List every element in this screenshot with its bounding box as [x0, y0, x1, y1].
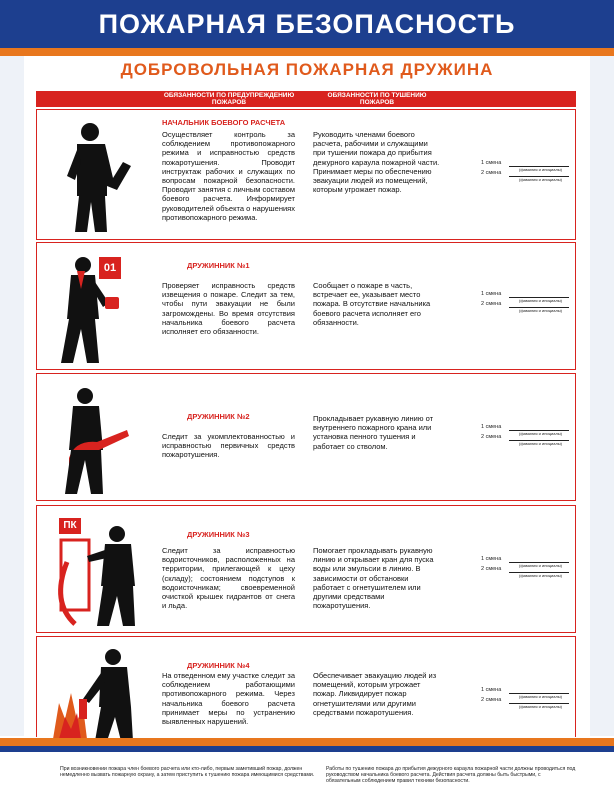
navy-footer-band	[0, 746, 614, 752]
shift-1-label: 1 смена	[481, 160, 502, 166]
shift-2-label: 2 смена	[481, 301, 502, 307]
role-card-firefighter-2	[36, 373, 576, 501]
role-title: ДРУЖИННИК №3	[187, 530, 250, 539]
footer-note-left: При возникновении пожара член боевого расчета или кто-либо, первым заметивший пожар, должен немедленно вызвать пожарную охрану, а затем приступить к тушению пожара имеющимися средствами.	[60, 766, 315, 779]
extinguishing-text: Обеспечивает эвакуацию людей из помещений, которым угрожает пожар. Ликвидирует пожар огнетушителями или другими средствами пожаротушения.	[313, 671, 437, 717]
shift-1-label: 1 смена	[481, 291, 502, 297]
signature-caption: (фамилия и инициалы)	[519, 563, 562, 568]
signature-caption: (фамилия и инициалы)	[519, 167, 562, 172]
role-title: ДРУЖИННИК №1	[187, 261, 250, 270]
orange-divider	[0, 48, 614, 56]
role-card-firefighter-4	[36, 636, 576, 737]
prevention-text: На отведенном ему участке следит за соблюдением работающими противопожарного режима. Через начальника боевого расчета принимает меры по устранению выявленных нарушений.	[162, 671, 295, 727]
page-subtitle: ДОБРОВОЛЬНАЯ ПОЖАРНАЯ ДРУЖИНА	[120, 60, 494, 79]
left-margin-band	[0, 56, 24, 736]
prevention-text: Проверяет исправность средств извещения о пожаре. Следит за тем, чтобы пути эвакуации не были загромождены. Во время отсутствия начальника боевого расчета исполняет его обязанности.	[162, 281, 295, 337]
title-bar	[0, 0, 614, 48]
alarm-operator-figure-icon	[47, 249, 147, 369]
hose-operator-figure-icon	[47, 380, 147, 500]
role-title: НАЧАЛЬНИК БОЕВОГО РАСЧЕТА	[162, 118, 286, 127]
shift-1-label: 1 смена	[481, 424, 502, 430]
signature-caption: (фамилия и инициалы)	[519, 573, 562, 578]
right-margin-band	[590, 56, 614, 736]
signature-caption: (фамилия и инициалы)	[519, 308, 562, 313]
shift-2-label: 2 смена	[481, 697, 502, 703]
shift-signature	[481, 556, 571, 576]
page-title: ПОЖАРНАЯ БЕЗОПАСНОСТЬ	[98, 9, 516, 39]
signature-caption: (фамилия и инициалы)	[519, 298, 562, 303]
shift-2-label: 2 смена	[481, 170, 502, 176]
shift-signature	[481, 160, 571, 180]
signature-caption: (фамилия и инициалы)	[519, 177, 562, 182]
signature-caption: (фамилия и инициалы)	[519, 694, 562, 699]
shift-1-label: 1 смена	[481, 687, 502, 693]
extinguishing-text: Руководить членами боевого расчета, рабочими и служащими при тушении пожара до прибытия дежурного караула пожарной части. Принимает меры по обеспечению эвакуации людей из помещений, которым угрожает пожар.	[313, 130, 440, 195]
signature-caption: (фамилия и инициалы)	[519, 431, 562, 436]
shift-signature	[481, 291, 571, 311]
alarm-badge: 01	[99, 257, 121, 279]
role-card-chief	[36, 109, 576, 240]
column-header-bar	[36, 91, 576, 107]
shift-signature	[481, 687, 571, 707]
hydrant-badge: ПК	[59, 518, 81, 534]
role-title: ДРУЖИННИК №2	[187, 412, 250, 421]
shift-1-label: 1 смена	[481, 556, 502, 562]
shift-2-label: 2 смена	[481, 566, 502, 572]
orange-footer-band	[0, 738, 614, 746]
extinguishing-text: Прокладывает рукавную линию от внутреннего пожарного крана или установка пенного тушения и работает со стволом.	[313, 414, 434, 451]
prevention-text: Осуществляет контроль за соблюдением противопожарного режима и исправностью средств пожаротушения. Проводит инструктаж рабочих и служащих по вопросам пожарной безопасности. Проводит занятия с личным составом боевого расчета. Информирует руководителей объекта о нарушениях противопожарного режима.	[162, 130, 295, 222]
role-title: ДРУЖИННИК №4	[187, 661, 250, 670]
header-prevention: ОБЯЗАННОСТИ ПО ПРЕДУПРЕЖДЕНИЮ ПОЖАРОВ	[163, 92, 295, 106]
extinguishing-text: Помогает прокладывать рукавную линию и открывает кран для пуска воды или эмульсии в линию. В зависимости от обстановки работает с огнетушителем или другими средствами пожаротушения.	[313, 546, 434, 611]
extinguisher-operator-figure-icon	[47, 643, 147, 743]
header-extinguishing: ОБЯЗАННОСТИ ПО ТУШЕНИЮ ПОЖАРОВ	[327, 92, 427, 106]
signature-caption: (фамилия и инициалы)	[519, 441, 562, 446]
prevention-text: Следит за укомплектованностью и исправностью первичных средств пожаротушения.	[162, 432, 295, 460]
footer-note-right: Работы по тушению пожара до прибытия дежурного караула пожарной части должны проводиться под руководством начальника боевого расчета. Действия расчета должны быть быстрыми, с обязательным соблюдением правил техники безопасности.	[326, 766, 576, 785]
prevention-text: Следит за исправностью водоисточников, расположенных на территории, прилегающей к цеху (складу); состоянием подступов к водоисточникам; своевременной очисткой крышек гидрантов от снега и льда.	[162, 546, 295, 611]
role-card-firefighter-1	[36, 242, 576, 370]
commander-figure-icon	[47, 116, 147, 236]
extinguishing-text: Сообщает о пожаре в часть, встречает ее, указывает место пожара. В отсутствие начальника боевого расчета исполняет его обязанности.	[313, 281, 431, 327]
signature-caption: (фамилия и инициалы)	[519, 704, 562, 709]
role-card-firefighter-3	[36, 505, 576, 633]
shift-signature	[481, 424, 571, 444]
shift-2-label: 2 смена	[481, 434, 502, 440]
